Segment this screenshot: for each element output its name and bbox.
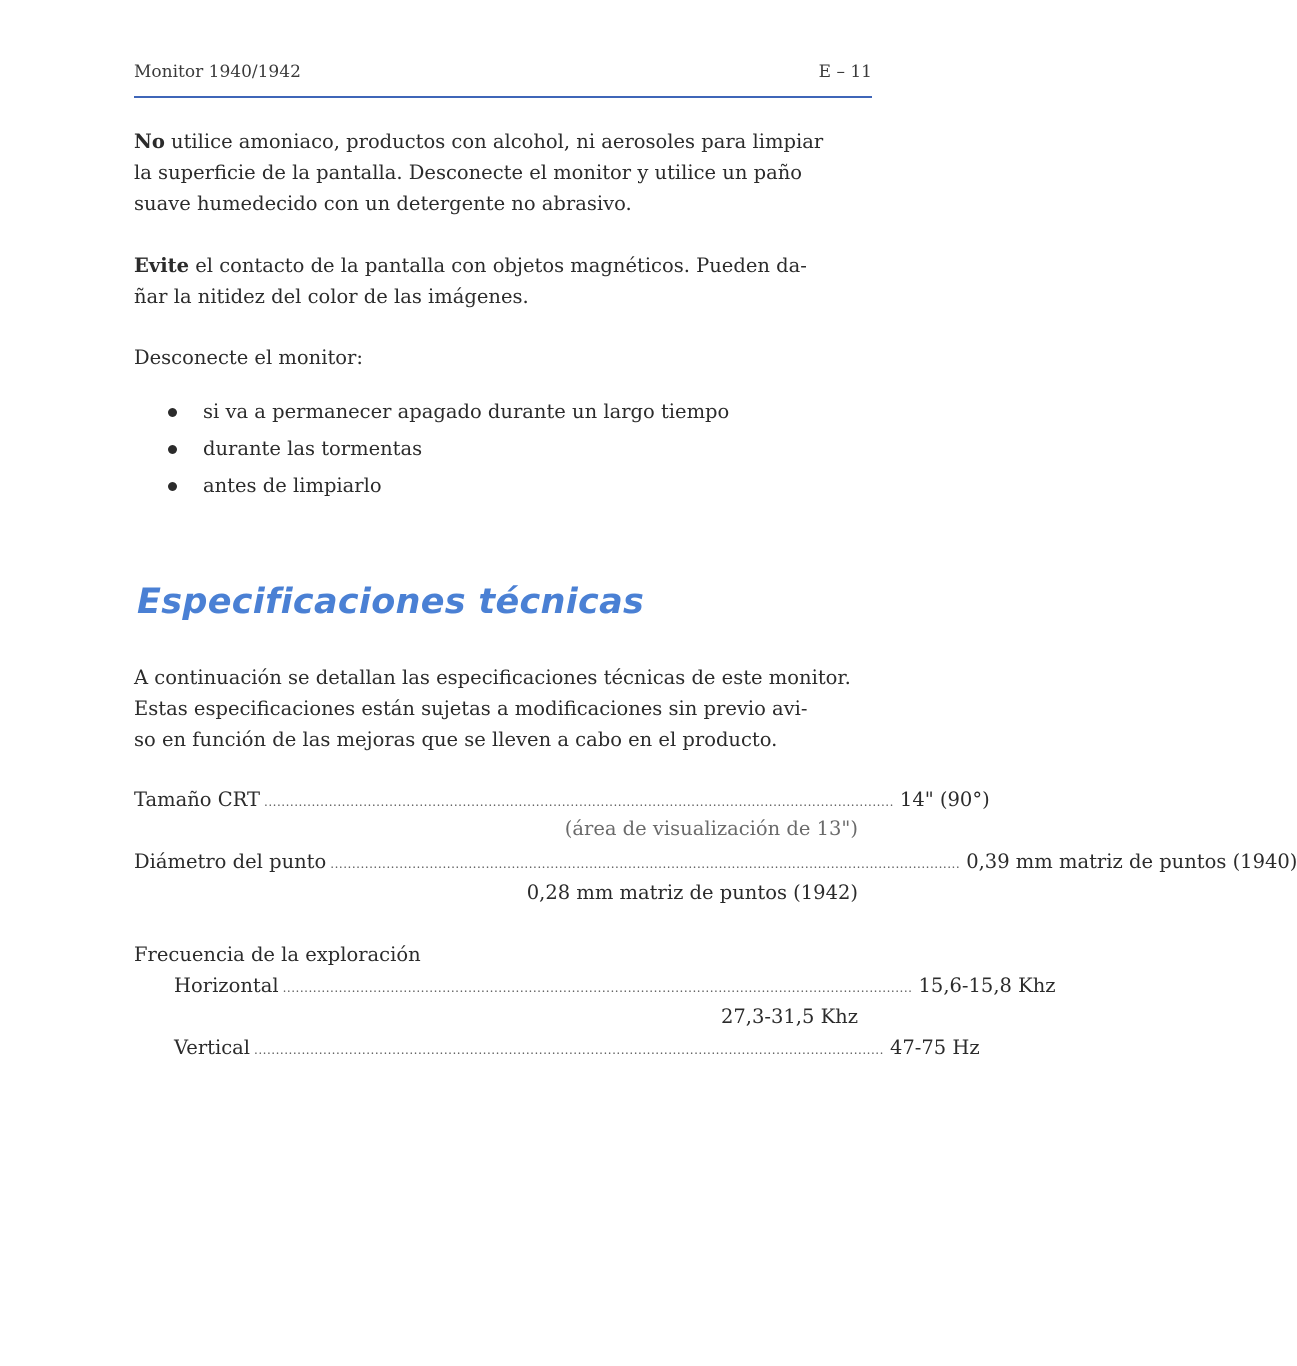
paragraph-disconnect xyxy=(134,342,874,373)
paragraph-line: suave humedecido con un detergente no abrasivo. xyxy=(134,192,632,215)
bullet-icon xyxy=(168,445,177,454)
spec-value: 47-75 Hz xyxy=(889,1036,980,1059)
list-item-text: antes de limpiarlo xyxy=(203,474,382,497)
paragraph-no-ammonia xyxy=(134,126,874,219)
spec-label: Tamaño CRT xyxy=(134,788,260,811)
spec-label: Vertical xyxy=(174,1036,251,1059)
section-title: Especificaciones técnicas xyxy=(137,582,645,622)
spec-value-horizontal-2: 27,3-31,5 Khz xyxy=(720,1005,858,1028)
dot-leader: .................................................................................................................................................. xyxy=(254,1043,884,1057)
spec-row-horizontal xyxy=(174,970,1056,1001)
paragraph-line: so en función de las mejoras que se lleven a cabo en el producto. xyxy=(134,728,778,751)
paragraph-line: Desconecte el monitor: xyxy=(134,346,363,369)
header-rule xyxy=(134,96,872,98)
spec-label: Diámetro del punto xyxy=(134,850,327,873)
list-item-text: si va a permanecer apagado durante un largo tiempo xyxy=(203,400,730,423)
page-number: E – 11 xyxy=(818,62,872,82)
bullet-icon xyxy=(168,408,177,417)
spec-value-1942: 0,28 mm matriz de puntos (1942) xyxy=(526,881,858,904)
spec-label: Horizontal xyxy=(174,974,279,997)
list-item xyxy=(166,433,729,470)
paragraph-line: ñar la nitidez del color de las imágenes. xyxy=(134,285,529,308)
list-item xyxy=(166,396,729,433)
disconnect-bullet-list xyxy=(166,396,729,507)
paragraph-avoid-magnets xyxy=(134,250,874,312)
spec-row-dot-pitch xyxy=(134,846,1297,877)
spec-note-crt: (área de visualización de 13") xyxy=(564,817,858,840)
page-header xyxy=(134,62,872,88)
paragraph-line: el contacto de la pantalla con objetos magnéticos. Pueden da- xyxy=(189,254,807,277)
list-item-text: durante las tormentas xyxy=(203,437,423,460)
spec-row-vertical xyxy=(174,1032,980,1063)
dot-leader: .................................................................................................................................................. xyxy=(264,795,894,809)
bold-lead-evite: Evite xyxy=(134,254,190,277)
specs-intro-paragraph xyxy=(134,662,874,755)
spec-value: 0,39 mm matriz de puntos (1940) xyxy=(966,850,1297,873)
header-title: Monitor 1940/1942 xyxy=(134,62,301,82)
paragraph-line: A continuación se detallan las especificaciones técnicas de este monitor. xyxy=(134,666,851,689)
dot-leader: .................................................................................................................................................. xyxy=(330,857,961,871)
bullet-icon xyxy=(168,482,177,491)
spec-value: 15,6-15,8 Khz xyxy=(918,974,1056,997)
spec-group-heading: Frecuencia de la exploración xyxy=(134,943,421,966)
list-item xyxy=(166,470,729,507)
spec-value: 14" (90°) xyxy=(899,788,990,811)
spec-row-crt xyxy=(134,784,990,815)
paragraph-line: utilice amoniaco, productos con alcohol, ni aerosoles para limpiar xyxy=(164,130,824,153)
paragraph-line: Estas especificaciones están sujetas a modificaciones sin previo avi- xyxy=(134,697,808,720)
bold-lead-no: No xyxy=(134,130,165,153)
paragraph-line: la superficie de la pantalla. Desconecte el monitor y utilice un paño xyxy=(134,161,803,184)
dot-leader: .................................................................................................................................................. xyxy=(282,981,913,995)
